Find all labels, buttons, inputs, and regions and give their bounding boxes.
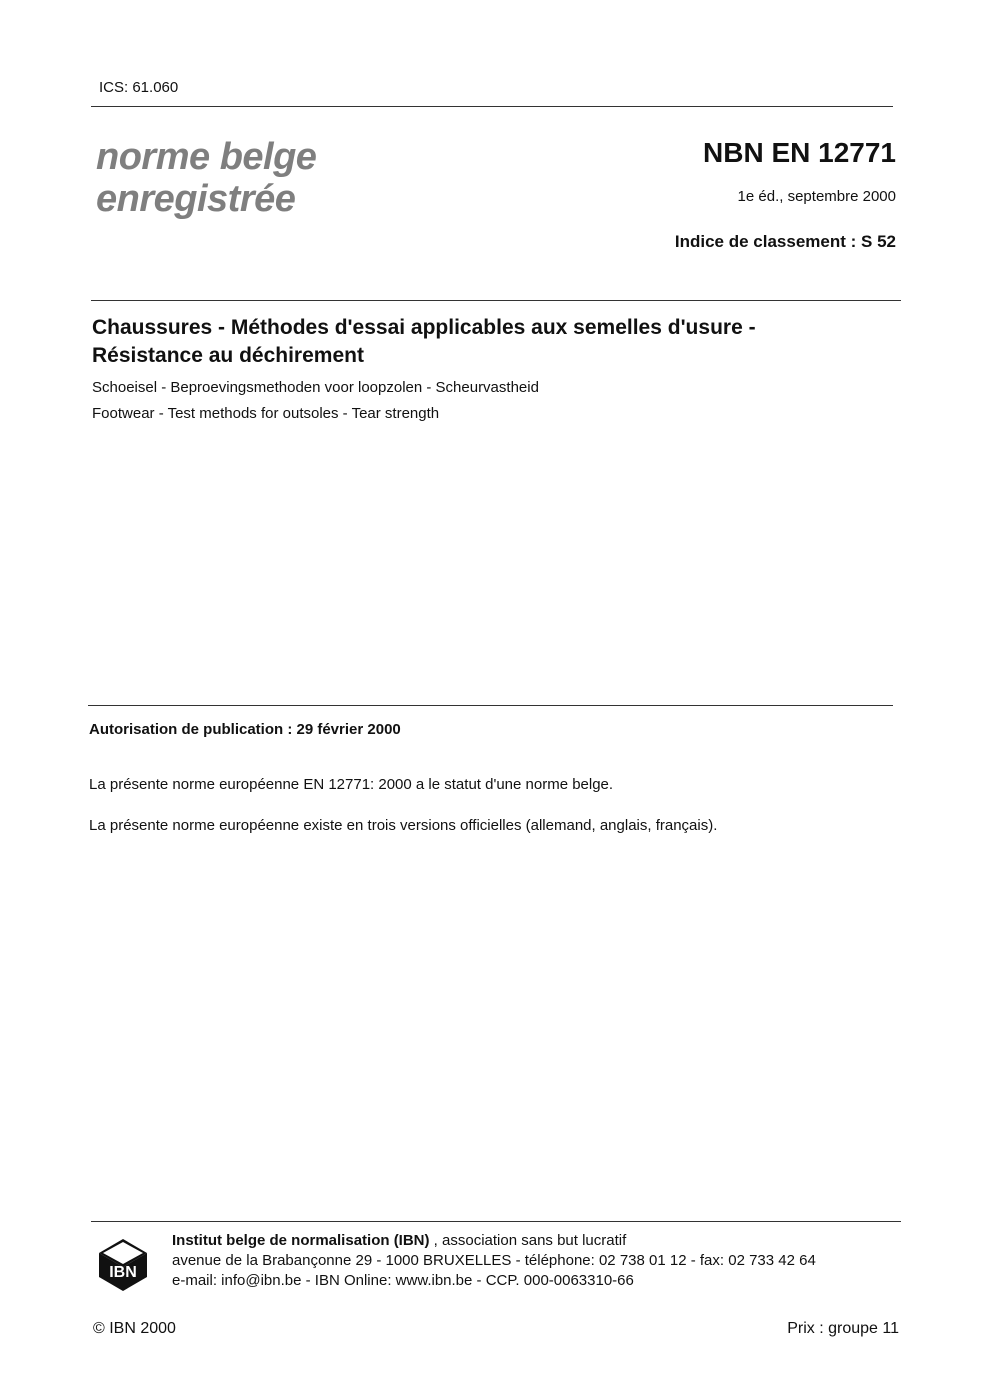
footer-organisation-block [172, 1231, 816, 1291]
footer-contact: e-mail: info@ibn.be - IBN Online: www.ibn.be - CCP. 000-0063310-66 [172, 1272, 634, 1289]
body-divider [88, 705, 893, 706]
title-english: Footwear - Test methods for outsoles - Tear strength [92, 405, 440, 422]
top-divider [91, 106, 893, 107]
versions-paragraph: La présente norme européenne existe en trois versions officielles (allemand, anglais, français). [89, 817, 718, 834]
classification-index: Indice de classement : S 52 [674, 232, 896, 251]
title-french-line2: Résistance au déchirement [92, 344, 364, 367]
footer-divider [91, 1221, 901, 1222]
brand-title-line2: enregistrée [96, 178, 296, 220]
title-dutch: Schoeisel - Beproevingsmethoden voor loopzolen - Scheurvastheid [92, 379, 539, 396]
org-name: Institut belge de normalisation (IBN) [172, 1232, 430, 1249]
footer-org-line [172, 1231, 816, 1251]
publication-authorisation: Autorisation de publication : 29 février 2000 [89, 721, 401, 738]
org-type: , association sans but lucratif [429, 1232, 627, 1249]
title-french-line1: Chaussures - Méthodes d'essai applicables aux semelles d'usure - [92, 316, 756, 339]
copyright-notice: © IBN 2000 [93, 1320, 176, 1337]
brand-title-line1: norme belge [96, 136, 317, 178]
edition-date: 1e éd., septembre 2000 [737, 188, 896, 205]
footer-address: avenue de la Brabançonne 29 - 1000 BRUXELLES - téléphone: 02 738 01 12 - fax: 02 733 42 64 [172, 1252, 816, 1269]
title-divider [91, 300, 901, 301]
status-paragraph: La présente norme européenne EN 12771: 2000 a le statut d'une norme belge. [89, 776, 614, 793]
price-group: Prix : groupe 11 [787, 1320, 899, 1337]
standard-number: NBN EN 12771 [703, 137, 896, 168]
brand-title [96, 136, 316, 220]
ibn-logo-icon [97, 1237, 149, 1291]
ics-code: ICS: 61.060 [99, 79, 179, 96]
title-french [92, 314, 892, 370]
logo-letters: IBN [109, 1264, 137, 1281]
